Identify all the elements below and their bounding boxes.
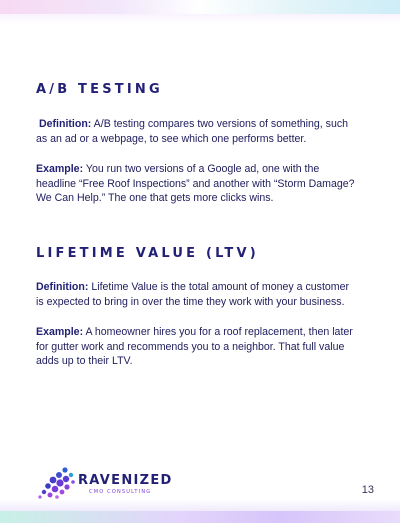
section-title-ab-testing: A/B TESTING (36, 82, 163, 97)
logo-dots-icon (36, 466, 76, 500)
logo-tagline: CMO CONSULTING (89, 489, 152, 495)
company-logo (36, 466, 186, 502)
example-label: Example: (36, 326, 84, 339)
logo-name: RAVENIZED (78, 473, 173, 488)
section-title-lifetime-value: LIFETIME VALUE (LTV) (36, 245, 259, 261)
top-gradient-border (0, 0, 400, 14)
definition-text: Lifetime Value is the total amount of money a customer is expected to bring in over the time they work with your business. (36, 280, 350, 308)
example-label: Example: (36, 163, 84, 176)
page-number: 13 (361, 484, 374, 496)
example-text: You run two versions of a Google ad, one with the headline “Free Roof Inspections” and another with “Storm Damage? We Can Help.” The one that gets more clicks wins. (36, 163, 355, 205)
example-text: A homeowner hires you for a roof replacement, then later for gutter work and recommends you to a neighbor. That full value adds up to their LTV. (36, 326, 353, 368)
page-content (36, 82, 356, 369)
lifetime-value-example (36, 325, 356, 369)
ab-testing-example (36, 162, 356, 206)
lifetime-value-definition (36, 280, 356, 309)
bottom-gradient-border (0, 511, 400, 523)
definition-label: Definition: (38, 118, 92, 130)
definition-label: Definition: (36, 280, 89, 293)
definition-text: A/B testing compares two versions of something, such as an ad or a webpage, to see which one performs better. (36, 118, 349, 145)
ab-testing-definition (36, 117, 356, 146)
